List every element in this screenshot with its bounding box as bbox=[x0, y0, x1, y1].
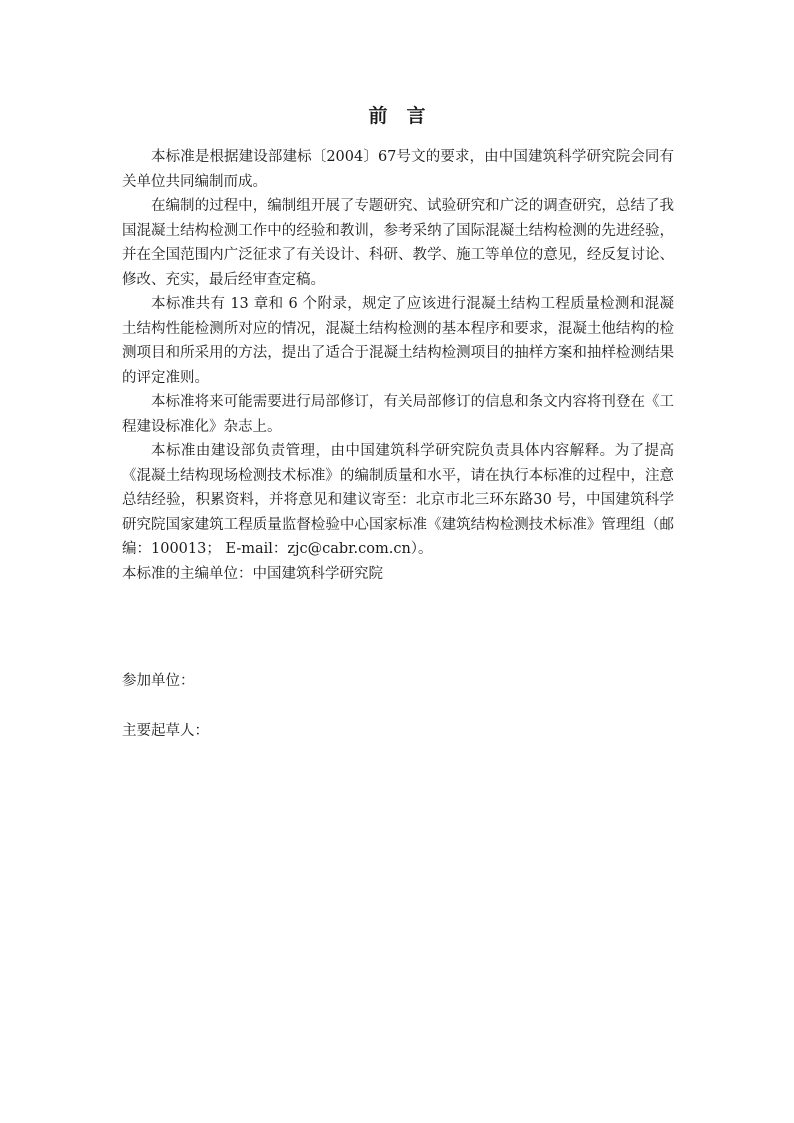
paragraph-basis: 本标准是根据建设部建标〔2004〕67号文的要求，由中国建筑科学研究院会同有关单位共同编制而成。 bbox=[122, 149, 674, 190]
participants-label: 参加单位： bbox=[122, 673, 195, 689]
drafters-label: 主要起草人： bbox=[122, 723, 209, 739]
chief-unit: 本标准的主编单位：中国建筑科学研究院 bbox=[122, 565, 383, 582]
paragraph-process: 在编制的过程中，编制组开展了专题研究、试验研究和广泛的调查研究，总结了我国混凝土结构检测工作中的经验和教训，参考采纳了国际混凝土结构检测的先进经验，并在全国范围内广泛征求了有关设计、科研、教学、施工等单位的意见，经反复讨论、修改、充实，最后经审查定稿。 bbox=[122, 198, 674, 288]
foreword-body bbox=[122, 145, 674, 586]
paragraph-contents: 本标准共有 13 章和 6 个附录，规定了应该进行混凝土结构工程质量检测和混凝土结构性能检测所对应的情况，混凝土结构检测的基本程序和要求，混凝土他结构的检测项目和所采用的方法，提出了适合于混凝土结构检测项目的抽样方案和抽样检测结果的评定准则。 bbox=[122, 296, 674, 386]
paragraph-revision: 本标准将来可能需要进行局部修订，有关局部修订的信息和条文内容将刊登在《工程建设标准化》杂志上。 bbox=[122, 394, 674, 435]
paragraph-management: 本标准由建设部负责管理，由中国建筑科学研究院负责具体内容解释。为了提高《混凝土结构现场检测技术标准》的编制质量和水平，请在执行本标准的过程中，注意总结经验，积累资料，并将意见和建议寄至：北京市北三环东路30 号，中国建筑科学研究院国家建筑工程质量监督检验中心国家标准《建筑结构检测技术标准》管理组（邮编：100013； E-mail：zjc@cabr.com.cn）。 bbox=[122, 443, 674, 557]
page-title: 前 言 bbox=[368, 105, 426, 127]
